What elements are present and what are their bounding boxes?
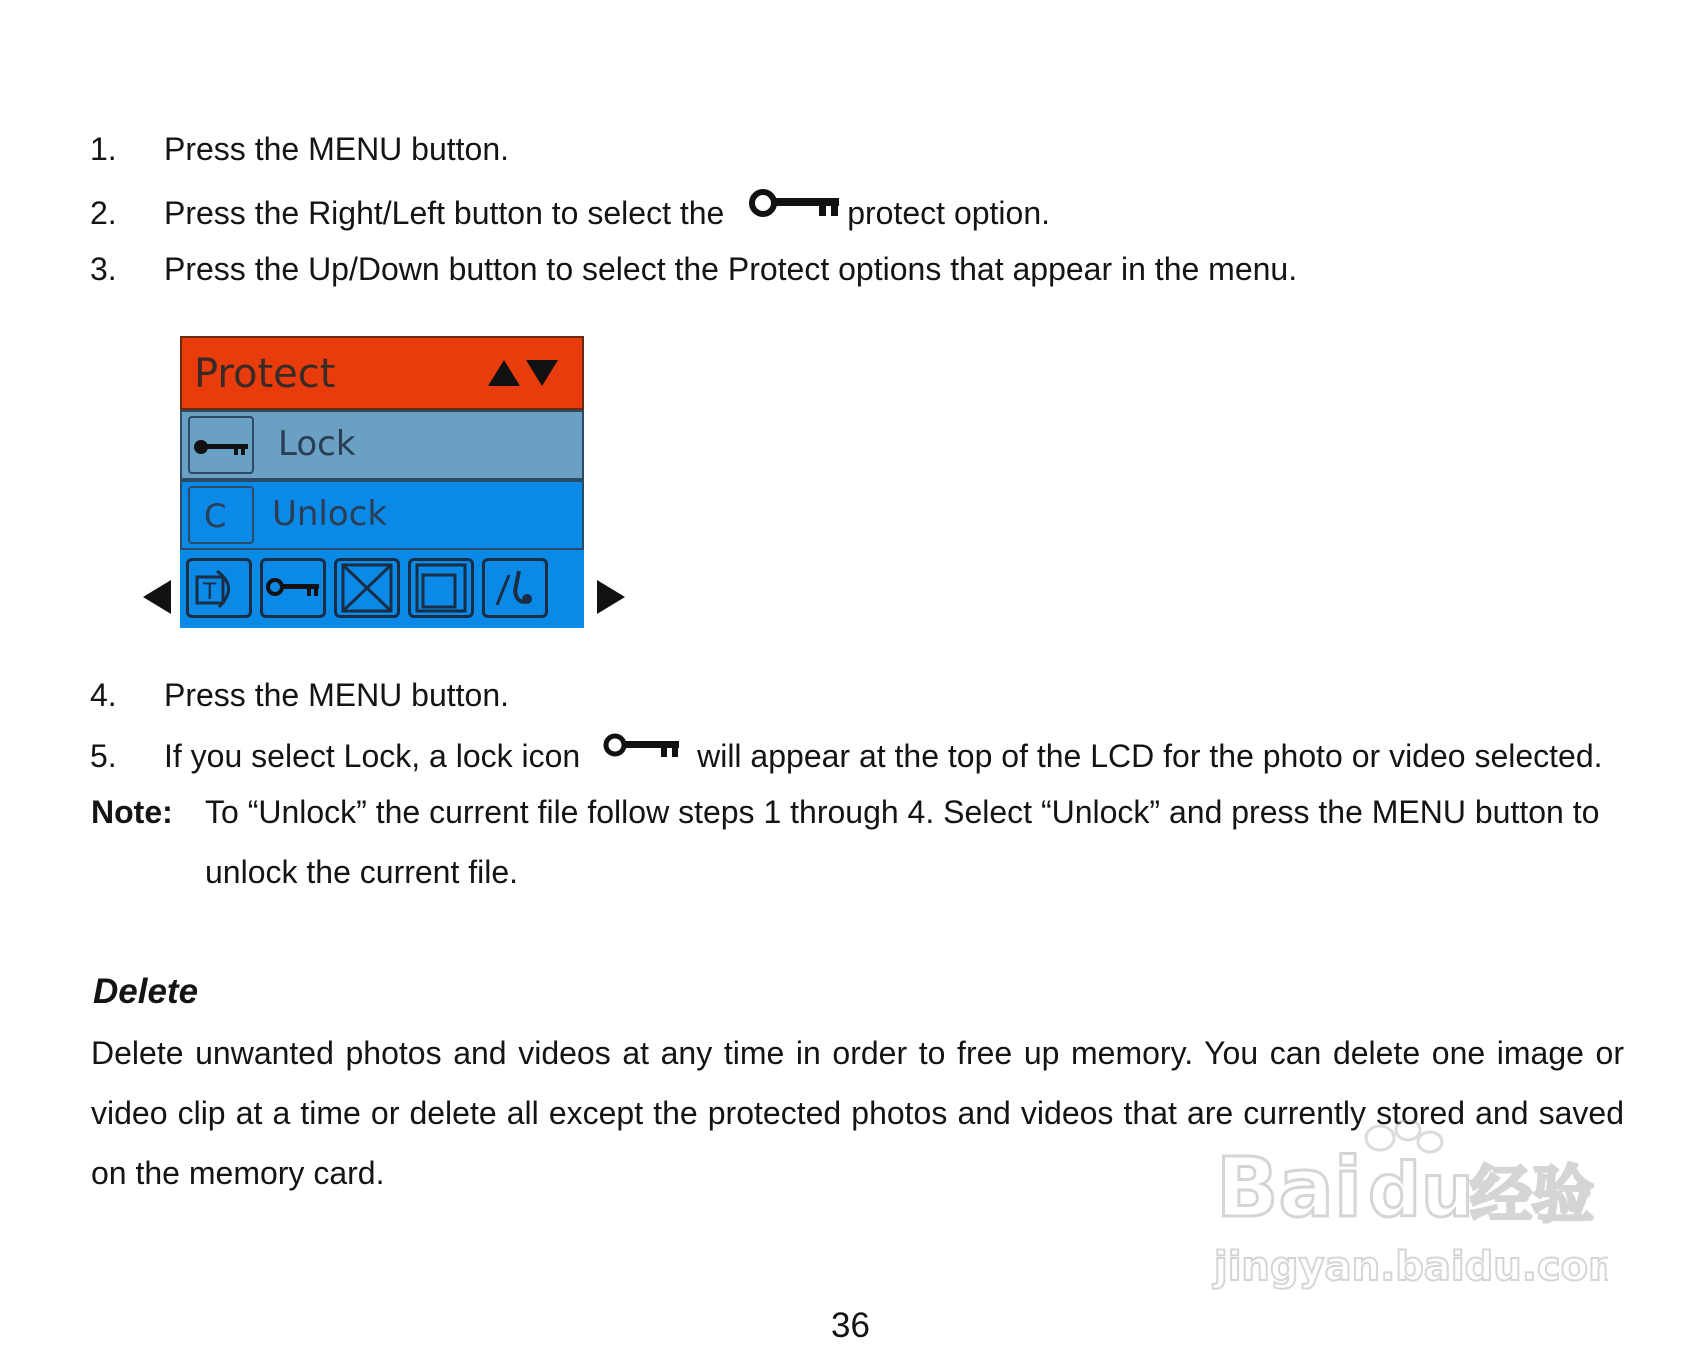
delete-icon[interactable] [334,558,400,618]
left-arrow-icon [143,580,171,614]
note-label: Note: [91,794,173,830]
delete-paragraph-line-3: on the memory card. [91,1155,385,1191]
key-icon [749,185,843,230]
step-number: 3. [90,251,117,287]
step-number: 1. [90,131,117,167]
step-text-before: Press the Right/Left button to select the [164,195,725,231]
right-arrow-icon [597,580,625,614]
section-heading-delete: Delete [93,972,199,1011]
menu-title: Protect [194,351,336,397]
menu-title-bar [180,336,584,410]
note-text-line-2: unlock the current file. [205,854,519,890]
unlock-icon-letter: C [204,497,227,535]
frame-icon[interactable] [408,558,474,618]
page-number: 36 [831,1306,870,1345]
step-number: 4. [90,677,117,713]
pen-icon[interactable] [482,558,548,618]
menu-item-label: Lock [278,424,356,464]
menu-item-lock[interactable] [180,410,584,480]
step-number: 5. [90,738,117,774]
svg-text:jingyan.baidu.com: jingyan.baidu.com [1214,1244,1608,1290]
step-text-before: If you select Lock, a lock icon [164,738,581,774]
svg-text:经验: 经验 [1470,1158,1595,1231]
up-down-arrows-icon [486,358,560,388]
step-text-after: protect option. [847,195,1051,231]
svg-text:T: T [203,580,217,605]
step-text [164,736,1603,779]
svg-text:Bai: Bai [1216,1141,1362,1236]
step-text: Press the MENU button. [164,677,510,713]
unlock-icon [188,486,254,544]
key-icon [188,416,254,474]
key-icon [603,730,683,771]
key-icon[interactable] [260,558,326,618]
text-rotate-icon[interactable] [186,558,252,618]
step-text: Press the Up/Down button to select the Protect options that appear in the menu. [164,251,1298,287]
menu-item-label: Unlock [272,494,388,534]
svg-text:du: du [1368,1148,1474,1234]
step-number: 2. [90,195,117,231]
step-text: Press the MENU button. [164,131,510,167]
menu-item-unlock[interactable] [180,480,584,550]
delete-paragraph-line-2: video clip at a time or delete all except the protected photos and videos that are currently stored and saved [91,1095,1624,1131]
note-text-line-1: To “Unlock” the current file follow steps 1 through 4. Select “Unlock” and press the MENU button to [205,794,1600,830]
baidu-watermark [1208,1120,1608,1305]
delete-paragraph-line-1: Delete unwanted photos and videos at any time in order to free up memory. You can delete one image or [91,1035,1624,1071]
step-text [164,193,1050,238]
menu-toolbar [180,550,584,628]
step-text-after: will appear at the top of the LCD for the photo or video selected. [697,738,1603,774]
lcd-protect-menu [180,336,584,628]
